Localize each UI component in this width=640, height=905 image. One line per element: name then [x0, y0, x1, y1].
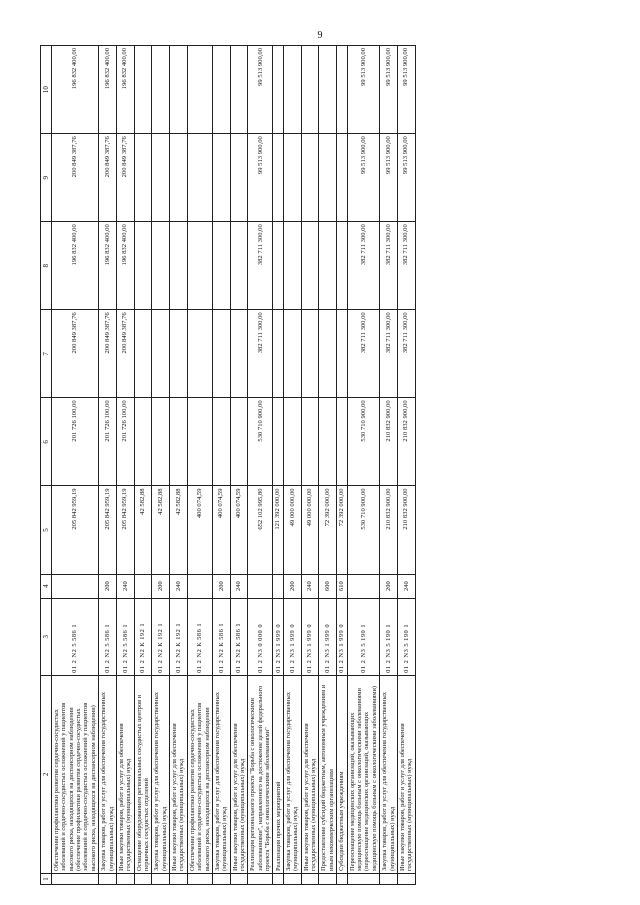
amount-col7-cell: 382 711 300,00 [397, 310, 415, 398]
table-row [380, 46, 398, 885]
amount-col9-cell: 200 849 387,76 [52, 134, 99, 222]
amount-col10-cell: 196 832 400,00 [52, 46, 99, 134]
header-cell: 4 [41, 574, 52, 598]
amount-col9-cell [152, 134, 170, 222]
budget-code-cell: 01 2 N2 К 192 1 [134, 598, 152, 675]
amount-col8-cell [283, 222, 301, 310]
amount-col10-cell [273, 46, 284, 134]
item-name-cell: Иные закупки товаров, работ и услуг для обеспечения государственных (муниципальных) нужд [230, 675, 248, 873]
item-name-cell: Обеспечение профилактики развития сердечно-сосудистых заболеваний и сердечно-сосудистых осложнений у пациентов высокого риска, находящихся на диспансерном наблюдении [187, 675, 212, 873]
expense-type-cell: 200 [152, 574, 170, 598]
amount-col7-cell [319, 310, 337, 398]
budget-code-cell: 01 2 N2 5 586 1 [52, 598, 99, 675]
item-name-cell: Иные закупки товаров, работ и услуг для обеспечения государственных (муниципальных) нужд [170, 675, 188, 873]
row-spacer-cell [52, 874, 99, 885]
header-cell: 6 [41, 398, 52, 486]
amount-col9-cell: 99 513 900,00 [380, 134, 398, 222]
budget-code-cell: 01 2 N3 5 190 1 [397, 598, 415, 675]
amount-col6-cell [187, 398, 212, 486]
amount-col6-cell [152, 398, 170, 486]
amount-col8-cell: 382 711 300,00 [380, 222, 398, 310]
expense-type-cell [187, 574, 212, 598]
amount-col6-cell [212, 398, 230, 486]
amount-col7-cell [170, 310, 188, 398]
budget-code-cell: 01 2 N2 К 586 1 [230, 598, 248, 675]
expense-type-cell: 240 [116, 574, 134, 598]
budget-code-cell: 01 2 N2 К 586 1 [212, 598, 230, 675]
amount-col10-cell: 99 513 900,00 [248, 46, 273, 134]
amount-col9-cell [283, 134, 301, 222]
amount-col6-cell [134, 398, 152, 486]
expense-type-cell: 200 [283, 574, 301, 598]
table-row [187, 46, 212, 885]
amount-col10-cell [230, 46, 248, 134]
budget-code-cell: 01 2 N2 5 586 1 [116, 598, 134, 675]
amount-col8-cell [170, 222, 188, 310]
amount-col6-cell: 530 710 900,00 [248, 398, 273, 486]
table-row [212, 46, 230, 885]
row-spacer-cell [230, 874, 248, 885]
row-spacer-cell [134, 874, 152, 885]
header-row [41, 46, 52, 885]
amount-col9-cell [301, 134, 319, 222]
amount-col10-cell [283, 46, 301, 134]
amount-col7-cell [152, 310, 170, 398]
amount-col7-cell [283, 310, 301, 398]
expense-type-cell: 200 [99, 574, 117, 598]
table-row [134, 46, 152, 885]
amount-col6-cell [283, 398, 301, 486]
amount-col9-cell [212, 134, 230, 222]
amount-col7-cell: 382 711 300,00 [380, 310, 398, 398]
amount-col5-cell: 210 832 900,00 [397, 486, 415, 574]
budget-code-cell: 01 2 N2 К 586 1 [187, 598, 212, 675]
item-name-cell: Предоставление субсидий бюджетным, автономным учреждениям и иным некоммерческим организациям [319, 675, 337, 873]
row-spacer-cell [319, 874, 337, 885]
expense-type-cell: 240 [170, 574, 188, 598]
item-name-cell: Обеспечение профилактики развития сердечно-сосудистых заболеваний и сердечно-сосудистых осложнений у пациентов высокого риска, находящихся на диспансерном наблюдении (обеспечение профилактики развития сердечно-сосудистых заболеваний и сердечно-сосудистых осложнений у пациентов высокого риска, находящихся на диспансерном наблюдении) [52, 675, 99, 873]
amount-col10-cell: 99 513 900,00 [347, 46, 379, 134]
amount-col6-cell [301, 398, 319, 486]
expense-type-cell: 240 [230, 574, 248, 598]
amount-col9-cell: 200 849 387,76 [116, 134, 134, 222]
row-spacer-cell [397, 874, 415, 885]
budget-code-cell: 01 2 N3 1 999 0 [283, 598, 301, 675]
table-row [397, 46, 415, 885]
table-row [248, 46, 273, 885]
header-cell: 1 [41, 874, 52, 885]
expense-type-cell [134, 574, 152, 598]
budget-code-cell: 01 2 N3 1 999 0 [337, 598, 348, 675]
amount-col8-cell [212, 222, 230, 310]
amount-col6-cell [337, 398, 348, 486]
amount-col7-cell [273, 310, 284, 398]
item-name-cell: Закупка товаров, работ и услуг для обеспечения государственных (муниципальных) нужд [283, 675, 301, 873]
item-name-cell: Реализация регионального проекта "Борьба с онкологическими заболеваниями", направленного на достижение целей федерального проекта "Борьба с онкологическими заболеваниями" [248, 675, 273, 873]
amount-col8-cell [134, 222, 152, 310]
amount-col10-cell: 196 832 400,00 [116, 46, 134, 134]
amount-col9-cell [170, 134, 188, 222]
row-spacer-cell [99, 874, 117, 885]
amount-col10-cell: 99 513 900,00 [397, 46, 415, 134]
table-row [337, 46, 348, 885]
amount-col9-cell: 200 849 387,76 [99, 134, 117, 222]
row-spacer-cell [283, 874, 301, 885]
table-row [152, 46, 170, 885]
table-row [347, 46, 379, 885]
header-cell: 7 [41, 310, 52, 398]
amount-col9-cell: 99 513 900,00 [248, 134, 273, 222]
header-cell: 8 [41, 222, 52, 310]
amount-col5-cell: 400 074,59 [230, 486, 248, 574]
amount-col8-cell [152, 222, 170, 310]
amount-col7-cell: 200 849 387,76 [99, 310, 117, 398]
budget-code-cell: 01 2 N2 К 192 1 [170, 598, 188, 675]
table-row [301, 46, 319, 885]
amount-col10-cell [301, 46, 319, 134]
amount-col8-cell: 196 832 400,00 [52, 222, 99, 310]
amount-col5-cell: 210 832 900,00 [380, 486, 398, 574]
row-spacer-cell [337, 874, 348, 885]
amount-col5-cell: 42 582,88 [170, 486, 188, 574]
row-spacer-cell [187, 874, 212, 885]
amount-col8-cell [273, 222, 284, 310]
amount-col5-cell: 49 000 000,00 [283, 486, 301, 574]
amount-col5-cell: 42 582,88 [134, 486, 152, 574]
amount-col7-cell: 382 711 300,00 [248, 310, 273, 398]
table-row [170, 46, 188, 885]
amount-col9-cell [134, 134, 152, 222]
expense-type-cell [52, 574, 99, 598]
budget-code-cell: 01 2 N2 К 192 1 [152, 598, 170, 675]
item-name-cell: Иные закупки товаров, работ и услуг для обеспечения государственных (муниципальных) нужд [397, 675, 415, 873]
amount-col5-cell: 205 842 959,19 [116, 486, 134, 574]
amount-col5-cell: 205 842 959,19 [52, 486, 99, 574]
amount-col5-cell: 400 074,59 [187, 486, 212, 574]
expense-type-cell [347, 574, 379, 598]
amount-col9-cell: 99 513 900,00 [397, 134, 415, 222]
amount-col10-cell: 99 513 900,00 [380, 46, 398, 134]
amount-col5-cell: 72 392 000,00 [319, 486, 337, 574]
amount-col10-cell [187, 46, 212, 134]
item-name-cell: Закупка товаров, работ и услуг для обеспечения государственных (муниципальных) нужд [380, 675, 398, 873]
expense-type-cell [248, 574, 273, 598]
amount-col7-cell: 200 849 387,76 [52, 310, 99, 398]
table-row [273, 46, 284, 885]
budget-code-cell: 01 2 N3 0 000 0 [248, 598, 273, 675]
amount-col7-cell [337, 310, 348, 398]
table-row [116, 46, 134, 885]
table-row [52, 46, 99, 885]
amount-col8-cell: 382 711 300,00 [347, 222, 379, 310]
row-spacer-cell [170, 874, 188, 885]
amount-col7-cell [230, 310, 248, 398]
expense-type-cell: 200 [212, 574, 230, 598]
amount-col10-cell [170, 46, 188, 134]
amount-col8-cell: 196 832 400,00 [99, 222, 117, 310]
row-spacer-cell [301, 874, 319, 885]
amount-col8-cell: 196 832 400,00 [116, 222, 134, 310]
row-spacer-cell [248, 874, 273, 885]
budget-code-cell: 01 2 N3 5 190 1 [380, 598, 398, 675]
amount-col8-cell: 382 711 300,00 [397, 222, 415, 310]
expense-type-cell: 240 [301, 574, 319, 598]
amount-col6-cell [273, 398, 284, 486]
amount-col7-cell [301, 310, 319, 398]
budget-code-cell: 01 2 N3 5 190 1 [347, 598, 379, 675]
row-spacer-cell [116, 874, 134, 885]
table-row [319, 46, 337, 885]
item-name-cell: Закупка товаров, работ и услуг для обеспечения государственных (муниципальных) нужд [152, 675, 170, 873]
budget-code-cell: 01 2 N3 1 999 0 [301, 598, 319, 675]
row-spacer-cell [347, 874, 379, 885]
amount-col8-cell [319, 222, 337, 310]
table-body [52, 46, 416, 885]
row-spacer-cell [152, 874, 170, 885]
amount-col5-cell: 49 000 000,00 [301, 486, 319, 574]
expense-type-cell: 610 [337, 574, 348, 598]
amount-col8-cell [337, 222, 348, 310]
header-cell: 10 [41, 46, 52, 134]
table-row [283, 46, 301, 885]
amount-col10-cell [152, 46, 170, 134]
amount-col10-cell [212, 46, 230, 134]
amount-col9-cell [187, 134, 212, 222]
amount-col7-cell: 382 711 300,00 [347, 310, 379, 398]
amount-col8-cell [230, 222, 248, 310]
amount-col5-cell: 205 842 959,19 [99, 486, 117, 574]
header-cell: 2 [41, 675, 52, 873]
amount-col6-cell: 201 726 100,00 [116, 398, 134, 486]
amount-col9-cell [230, 134, 248, 222]
amount-col6-cell: 210 832 900,00 [397, 398, 415, 486]
page-number: 9 [317, 30, 323, 41]
amount-col9-cell [319, 134, 337, 222]
table-row [230, 46, 248, 885]
amount-col7-cell: 200 849 387,76 [116, 310, 134, 398]
item-name-cell: Закупка товаров, работ и услуг для обеспечения государственных (муниципальных) нужд [212, 675, 230, 873]
item-name-cell: Оснащение оборудованием региональных сосудистых центров и первичных сосудистых отделений [134, 675, 152, 873]
expense-type-cell: 200 [380, 574, 398, 598]
amount-col5-cell: 72 392 000,00 [337, 486, 348, 574]
budget-table [40, 45, 416, 885]
amount-col10-cell: 196 832 400,00 [99, 46, 117, 134]
amount-col7-cell [187, 310, 212, 398]
amount-col9-cell: 99 513 900,00 [347, 134, 379, 222]
amount-col8-cell [187, 222, 212, 310]
amount-col6-cell [230, 398, 248, 486]
amount-col6-cell [170, 398, 188, 486]
amount-col5-cell: 652 102 995,80 [248, 486, 273, 574]
table-row [99, 46, 117, 885]
amount-col7-cell [212, 310, 230, 398]
amount-col5-cell: 530 710 900,00 [347, 486, 379, 574]
amount-col6-cell: 530 710 900,00 [347, 398, 379, 486]
amount-col6-cell: 210 832 900,00 [380, 398, 398, 486]
item-name-cell: Иные закупки товаров, работ и услуг для обеспечения государственных (муниципальных) нужд [301, 675, 319, 873]
amount-col8-cell: 382 711 300,00 [248, 222, 273, 310]
budget-code-cell: 01 2 N2 5 586 1 [99, 598, 117, 675]
amount-col6-cell: 201 726 100,00 [52, 398, 99, 486]
amount-col6-cell [319, 398, 337, 486]
amount-col5-cell: 400 074,59 [212, 486, 230, 574]
amount-col9-cell [273, 134, 284, 222]
expense-type-cell: 240 [397, 574, 415, 598]
header-cell: 5 [41, 486, 52, 574]
amount-col7-cell [134, 310, 152, 398]
expense-type-cell [273, 574, 284, 598]
item-name-cell: Переоснащение медицинских организаций, оказывающих медицинскую помощь больным с онкологическими заболеваниями (переоснащение медицинских организаций, оказывающих медицинскую помощь больным с онкологическими заболеваниями) [347, 675, 379, 873]
rotated-table-wrapper [40, 45, 610, 885]
budget-code-cell: 01 2 N3 1 999 0 [273, 598, 284, 675]
row-spacer-cell [273, 874, 284, 885]
amount-col6-cell: 201 726 100,00 [99, 398, 117, 486]
amount-col10-cell [134, 46, 152, 134]
item-name-cell: Иные закупки товаров, работ и услуг для обеспечения государственных (муниципальных) нужд [116, 675, 134, 873]
amount-col5-cell: 121 392 000,00 [273, 486, 284, 574]
amount-col9-cell [337, 134, 348, 222]
item-name-cell: Закупка товаров, работ и услуг для обеспечения государственных (муниципальных) нужд [99, 675, 117, 873]
budget-code-cell: 01 2 N3 1 999 0 [319, 598, 337, 675]
item-name-cell: Субсидии бюджетным учреждениям [337, 675, 348, 873]
expense-type-cell: 600 [319, 574, 337, 598]
amount-col8-cell [301, 222, 319, 310]
row-spacer-cell [380, 874, 398, 885]
amount-col10-cell [319, 46, 337, 134]
row-spacer-cell [212, 874, 230, 885]
amount-col10-cell [337, 46, 348, 134]
header-cell: 9 [41, 134, 52, 222]
amount-col5-cell: 42 582,88 [152, 486, 170, 574]
header-cell: 3 [41, 598, 52, 675]
item-name-cell: Реализация прочих мероприятий [273, 675, 284, 873]
